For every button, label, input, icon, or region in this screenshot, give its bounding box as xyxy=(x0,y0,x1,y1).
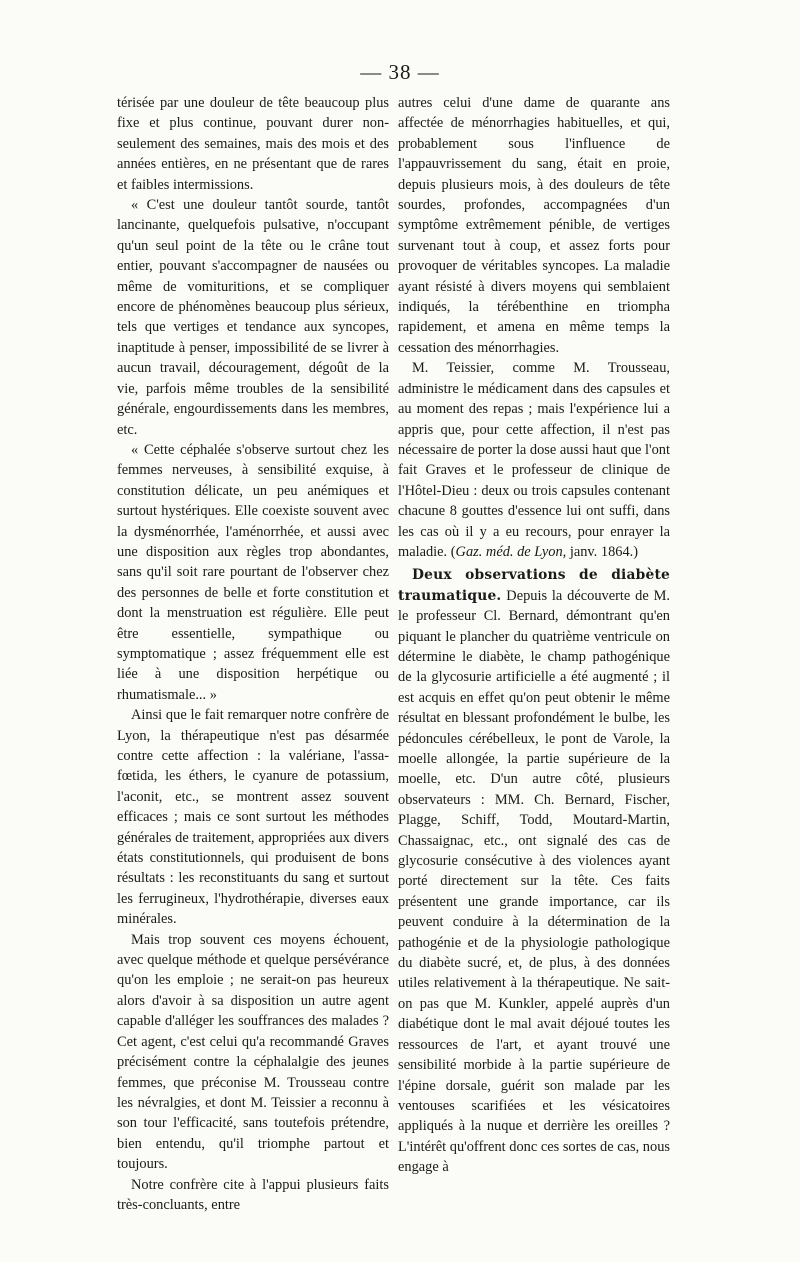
paragraph-text: janv. 1864.) xyxy=(566,543,639,560)
page-number: — 38 — xyxy=(360,60,440,84)
paragraph-text: Depuis la découverte de M. le professeur Cl. Bernard, démontrant qu'en piquant le plancher du quatrième ventricule on détermine le diabète, le champ pathogénique de la glycosurie artificielle a été augmenté ; il est acquis en effet qu'on peut obtenir le même résultat en blessant profondément le bulbe, les pédoncules cérébelleux, le pont de Varole, la moelle allongée, la partie supérieure de la moelle, etc. D'un autre côté, plusieurs observateurs : MM. Ch. Bernard, Fischer, Plagge, Schiff, Todd, Moutard-Martin, Chassaignac, etc., ont signalé des cas de glycosurie consécutive à des violences ayant porté directement sur la tête. Ces faits présentent une grande importance, car ils peuvent conduire à la détermination de la pathogénie et de la physiologie pathologique du diabète sucré, et, de plus, à des données utiles relativement à la thérapeutique. Ne sait-on pas que M. Kunkler, appelé auprès d'un diabétique dont le mal avait déjoué toutes les ressources de l'art, et ayant trouvé une sensibilité morbide à la partie supérieure de l'épine dorsale, guérit son malade par les ventouses scarifiées et les vésicatoires appliqués à la nuque et derrière les oreilles ? L'intérêt qu'offrent donc ces sortes de cas, nous engage à xyxy=(398,587,670,1176)
paragraph: Mais trop souvent ces moyens échouent, avec quelque méthode et quelque persévérance qu'on les emploie ; ne serait-on pas heureux alors d'avoir à sa disposition un autre agent capable d'alléger les souffrances des malades ? Cet agent, c'est celui qu'a recommandé Graves précisément contre la céphalalgie des jeunes femmes, que préconise M. Trousseau contre les névralgies, et dont M. Teissier a reconnu à son tour l'efficacité, sans toutefois prétendre, bien entendu, qu'il triomphe partout et toujours. xyxy=(117,931,389,1173)
paragraph: « C'est une douleur tantôt sourde, tantôt lancinante, quelquefois pulsative, n'occupant qu'un seul point de la tête ou le crâne tout entier, pouvant s'accompagner de nausées ou même de vomituritions, et se compliquer encore de phénomènes beaucoup plus sérieux, tels que vertiges et tendance aux syncopes, inaptitude à penser, impossibilité de se livrer à aucun travail, découragement, dégoût de la vie, parfois même troubles de la sensibilité générale, engourdissements dans les membres, etc. xyxy=(117,197,389,438)
paragraph: Ainsi que le fait remarquer notre confrère de Lyon, la thérapeutique n'est pas désarmée contre cette affection : la valériane, l'assa-fœtida, les éthers, le cyanure de potassium, l'aconit, etc., se montrent assez souvent efficaces ; mais ce sont surtout les méthodes générales de traitement, appropriées aux divers états constitutionnels, qui produisent de bons résultats : les reconstituants du sang et surtout les ferrugineux, l'hydrothérapie, diverses eaux minérales. xyxy=(117,707,389,928)
paragraph: autres celui d'une dame de quarante ans affectée de ménorrhagies habituelles, et qui, probablement sous l'influence de l'appauvrissement du sang, était en proie, depuis plusieurs mois, à des douleurs de tête sourdes, profondes, accompagnées d'un symptôme extrêmement pénible, de vertiges survenant tout à coup, et assez forts pour provoquer de véritables syncopes. La maladie ayant résisté à divers moyens qui semblaient indiqués, la térébenthine en triompha rapidement, et amena en même temps la cessation des ménorrhagies. xyxy=(398,95,670,356)
left-column xyxy=(117,93,389,1215)
paragraph: Notre confrère cite à l'appui plusieurs faits très-concluants, entre xyxy=(117,1176,389,1213)
paragraph: « Cette céphalée s'observe surtout chez les femmes nerveuses, à sensibilité exquise, à constitution délicate, un peu anémiques et surtout hystériques. Elle coexiste souvent avec la dysménorrhée, l'aménorrhée, et aussi avec une disposition aux règles trop abondantes, sans qu'il soit rare pourtant de l'observer chez des personnes de belle et forte constitution et dont la menstruation est régulière. Elle peut être essentielle, sympathique ou symptomatique ; assez fréquemment elle est liée à une disposition herpétique ou rhumatismale... » xyxy=(117,441,389,703)
right-column xyxy=(398,93,670,1178)
paragraph xyxy=(398,358,670,562)
paragraph: térisée par une douleur de tête beaucoup plus fixe et plus continue, pouvant durer non-seulement des semaines, mais des mois et des années entières, en ne présentant que de rares et faibles intermissions. xyxy=(117,95,389,193)
section-paragraph xyxy=(398,565,670,1177)
paragraph-text: M. Teissier, comme M. Trousseau, administre le médicament dans des capsules et au moment des repas ; mais l'expérience lui a appris que, pour cette affection, il n'est pas nécessaire de porter la dose aussi haut que l'ont fait Graves et le professeur de clinique de l'Hôtel-Dieu : deux ou trois capsules contenant chacune 8 gouttes d'essence lui ont suffi, dans les cas où il y a eu recours, pour enrayer la maladie. ( xyxy=(398,360,670,560)
citation: Gaz. méd. de Lyon, xyxy=(455,543,567,560)
section-heading: Deux observations de diabète traumatique. xyxy=(398,567,670,604)
